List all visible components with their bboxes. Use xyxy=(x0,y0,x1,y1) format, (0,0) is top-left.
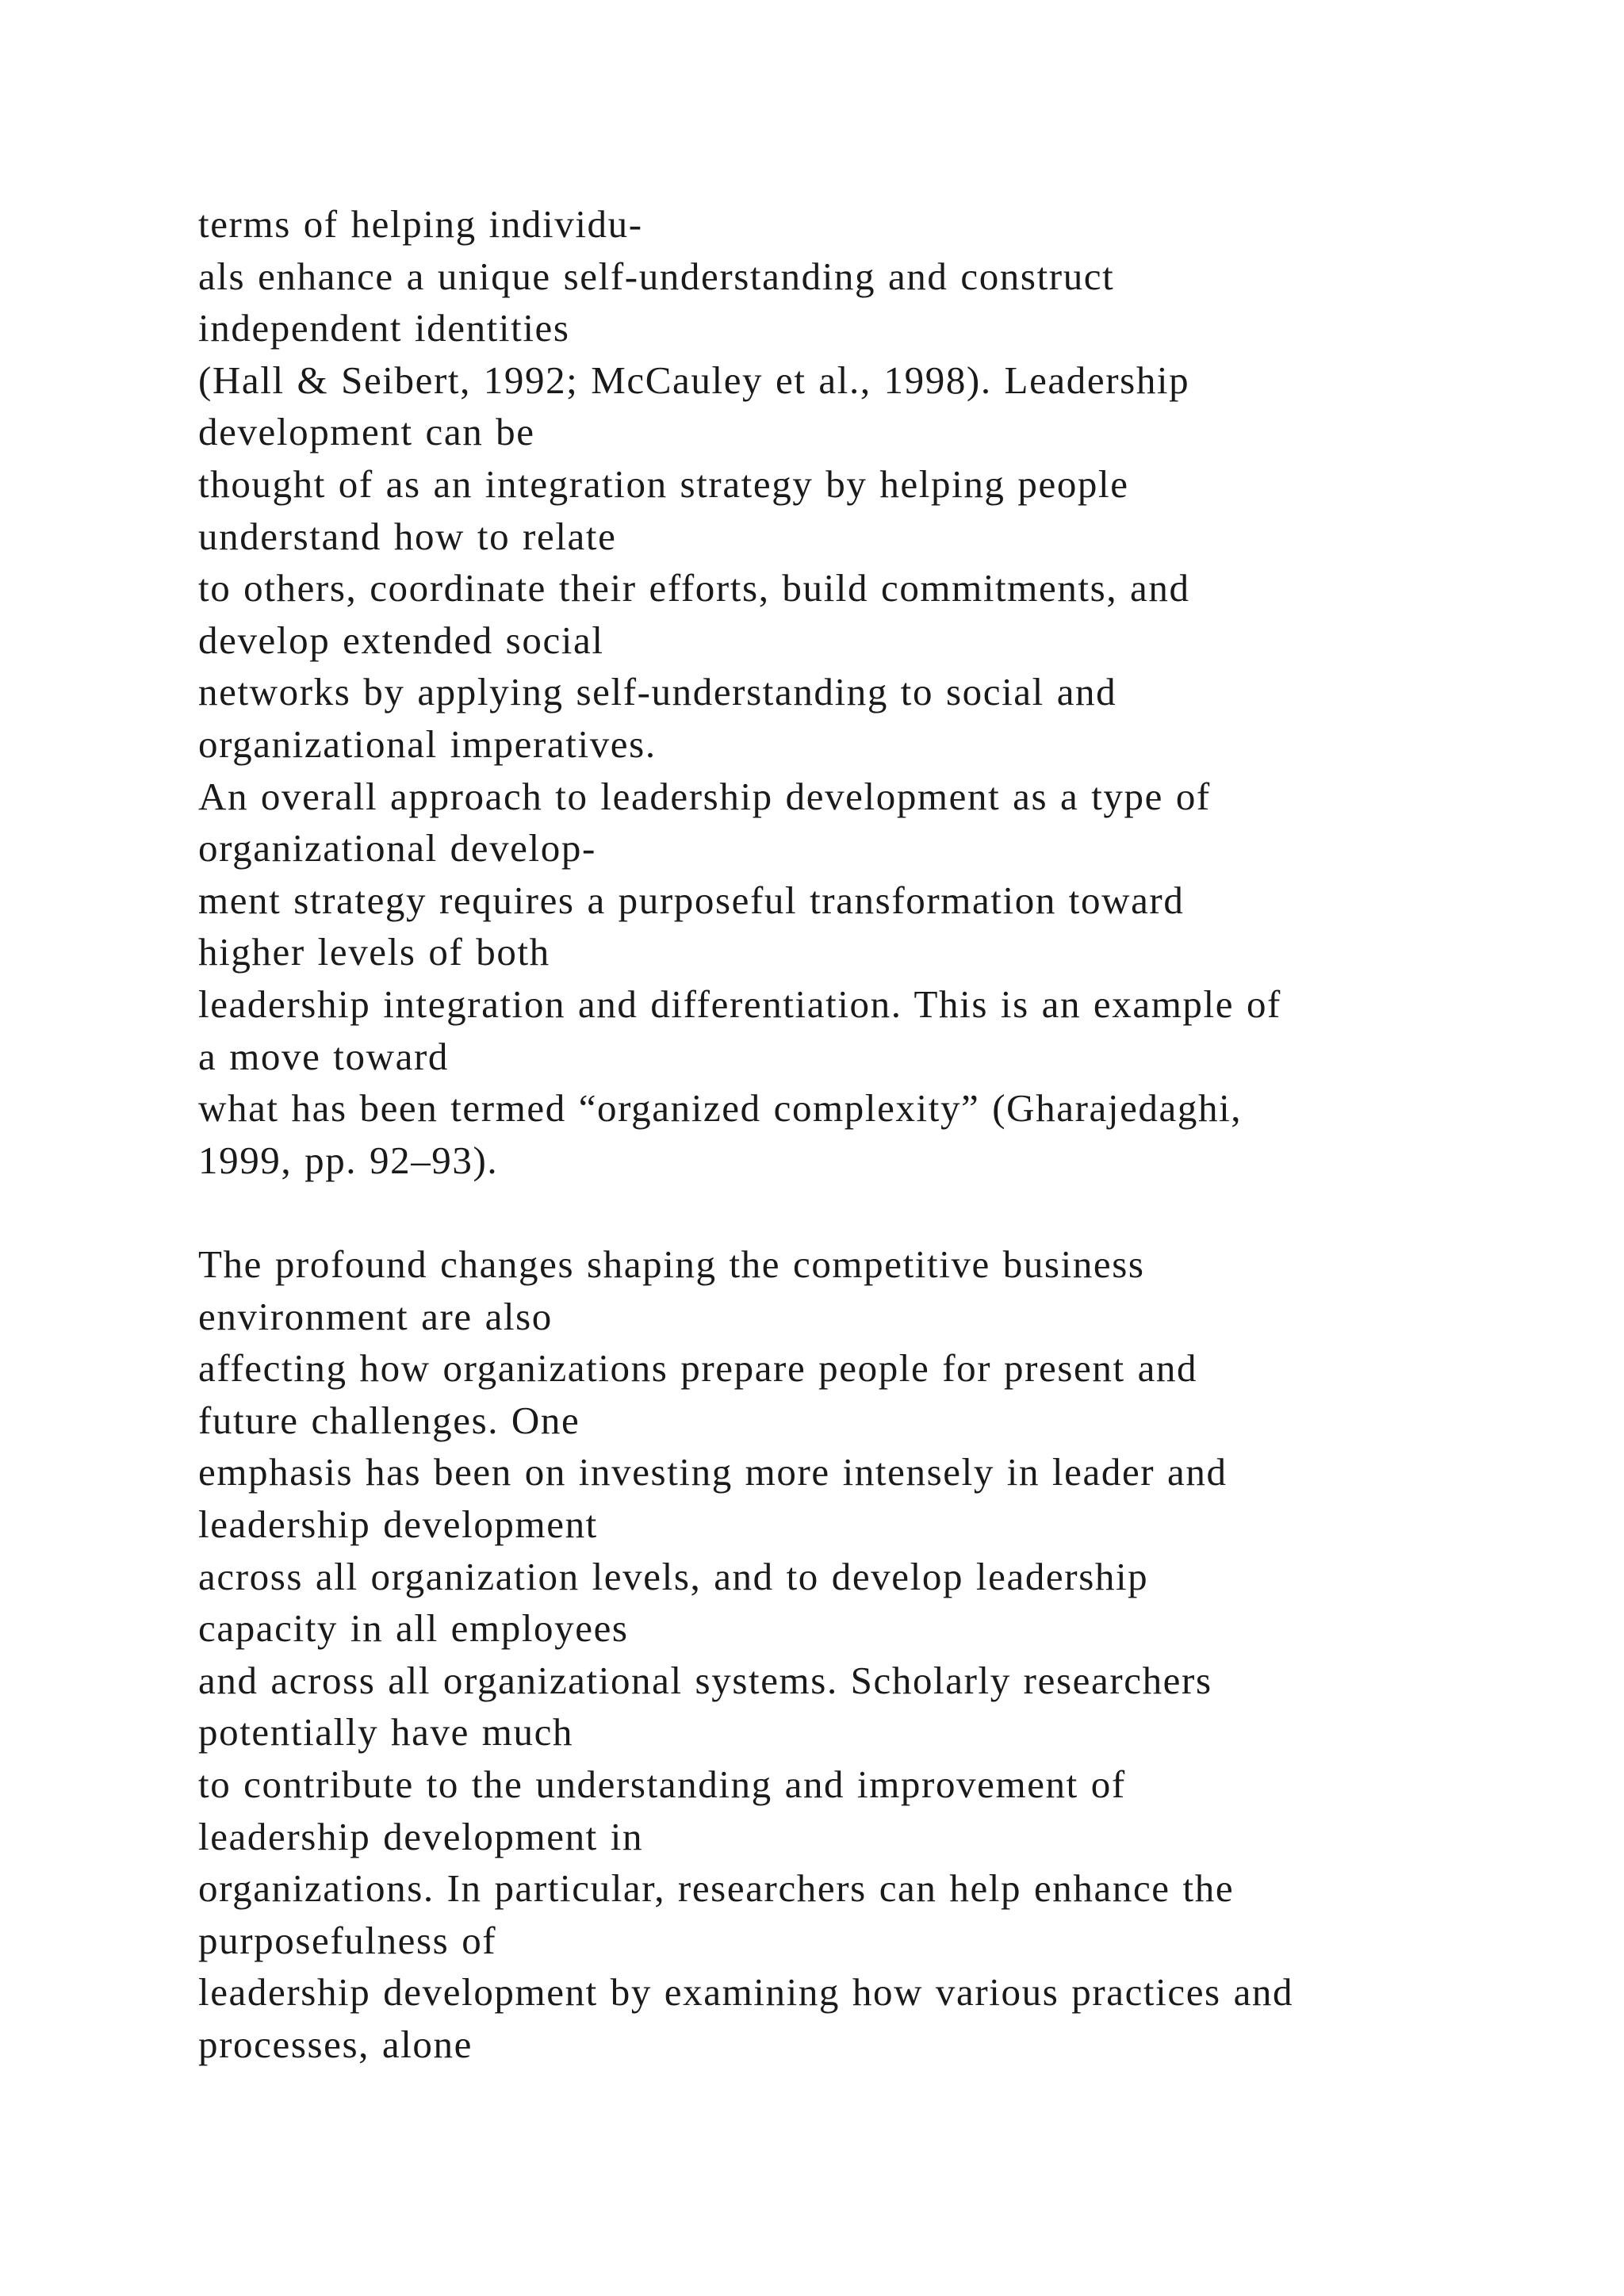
text-line: what has been termed “organized complexity” (Gharajedaghi, xyxy=(198,1086,1243,1131)
text-line: organizational develop- xyxy=(198,826,596,871)
text-line: capacity in all employees xyxy=(198,1606,629,1651)
text-line: to others, coordinate their efforts, build commitments, and xyxy=(198,566,1190,610)
text-line: environment are also xyxy=(198,1294,553,1338)
text-line: als enhance a unique self-understanding and construct xyxy=(198,254,1115,298)
text-line: future challenges. One xyxy=(198,1398,580,1442)
text-line: An overall approach to leadership development as a type of xyxy=(198,774,1211,818)
text-line: ment strategy requires a purposeful transformation toward xyxy=(198,878,1185,922)
text-line: (Hall & Seibert, 1992; McCauley et al., 1998). Leadership xyxy=(198,358,1190,402)
text-line: thought of as an integration strategy by helping people xyxy=(198,461,1129,506)
text-line: purposefulness of xyxy=(198,1918,497,1962)
text-line: leadership development in xyxy=(198,1814,644,1858)
text-line: 1999, pp. 92–93). xyxy=(198,1138,499,1182)
text-line: to contribute to the understanding and improvement of xyxy=(198,1762,1126,1806)
text-line: higher levels of both xyxy=(198,930,550,974)
text-line: networks by applying self-understanding to social and xyxy=(198,670,1117,714)
text-line: leadership development by examining how various practices and xyxy=(198,1970,1294,2015)
text-line: leadership development xyxy=(198,1502,598,1546)
text-line: organizational imperatives. xyxy=(198,721,657,766)
text-line: emphasis has been on investing more intensely in leader and xyxy=(198,1450,1228,1494)
text-line: independent identities xyxy=(198,306,570,350)
text-line: potentially have much xyxy=(198,1710,574,1755)
text-line: terms of helping individu- xyxy=(198,202,643,246)
text-line: and across all organizational systems. Scholarly researchers xyxy=(198,1658,1212,1702)
text-line: organizations. In particular, researchers can help enhance the xyxy=(198,1866,1235,1911)
text-line: The profound changes shaping the competitive business xyxy=(198,1242,1145,1286)
text-line: affecting how organizations prepare people for present and xyxy=(198,1346,1198,1391)
text-line: development can be xyxy=(198,410,535,454)
text-line: leadership integration and differentiation. This is an example of xyxy=(198,982,1281,1026)
text-line: a move toward xyxy=(198,1034,449,1078)
paragraph-2 xyxy=(198,1238,1546,2071)
paragraph-1 xyxy=(198,198,1546,1186)
text-line: understand how to relate xyxy=(198,514,617,558)
text-line: processes, alone xyxy=(198,2022,473,2066)
text-line: across all organization levels, and to develop leadership xyxy=(198,1554,1149,1598)
text-line: develop extended social xyxy=(198,618,604,662)
